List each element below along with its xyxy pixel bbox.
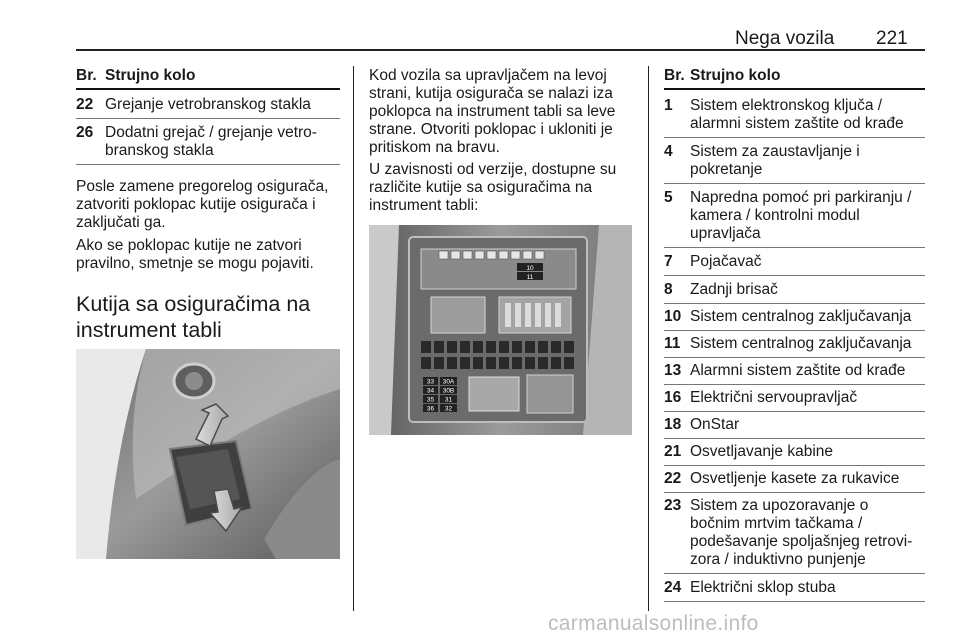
fuse-label: 35 — [426, 396, 435, 404]
row-number: 1 — [664, 97, 673, 114]
row-divider — [664, 330, 925, 331]
fuse-label: 11 — [526, 274, 534, 281]
col-header-number: Br. — [664, 67, 685, 84]
row-text-line: Alarmni sistem zaštite od krađe — [690, 362, 906, 379]
row-number: 4 — [664, 143, 673, 160]
paragraph-cover-warning — [76, 237, 314, 273]
row-divider — [664, 357, 925, 358]
row-divider — [76, 164, 340, 165]
photo-illustration — [76, 349, 340, 559]
row-divider — [664, 384, 925, 385]
row-text-line: Električni sklop stuba — [690, 579, 836, 596]
text-line: U zavisnosti od verzije, dostupne su — [369, 161, 617, 178]
row-divider — [664, 137, 925, 138]
row-text-line: zora / induktivno punjenje — [690, 551, 866, 568]
row-text-line: pokretanje — [690, 161, 763, 178]
fuse-box-illustration — [369, 225, 632, 435]
middle-column — [369, 67, 639, 612]
text-line: pravilno, smetnje se mogu pojaviti. — [76, 255, 314, 272]
row-text-line: OnStar — [690, 416, 740, 433]
row-number: 23 — [664, 497, 682, 514]
fuse-label: 33 — [426, 378, 435, 386]
photo-fuse-box — [369, 225, 632, 435]
col-header-circuit: Strujno kolo — [690, 67, 781, 84]
text-line: Kod vozila sa upravljačem na levoj — [369, 67, 607, 84]
row-number: 22 — [664, 470, 682, 487]
text-line: različite kutije sa osiguračima na — [369, 179, 593, 196]
row-text-line: Zadnji brisač — [690, 281, 778, 298]
row-divider — [664, 411, 925, 412]
col-header-number: Br. — [76, 67, 97, 84]
row-divider — [664, 438, 925, 439]
table-header-rule — [76, 88, 340, 90]
row-text-line: Sistem za upozoravanje o — [690, 497, 869, 514]
paragraph-fuse-replacement — [76, 178, 328, 232]
row-number: 26 — [76, 124, 94, 141]
row-text-line: upravljača — [690, 225, 761, 242]
row-number: 16 — [664, 389, 682, 406]
text-line: zaključati ga. — [76, 214, 166, 231]
row-text-line: kamera / kontrolni modul — [690, 207, 860, 224]
row-number: 5 — [664, 189, 673, 206]
fuse-label: 30B — [442, 387, 455, 395]
row-text-line: alarmni sistem zaštite od krađe — [690, 115, 904, 132]
fuse-label: 32 — [444, 405, 453, 413]
row-number: 13 — [664, 362, 682, 379]
row-number: 18 — [664, 416, 682, 433]
text-line: zatvoriti poklopac kutije osigurača i — [76, 196, 316, 213]
row-text-line: Električni servoupravljač — [690, 389, 858, 406]
row-text-line: Sistem centralnog zaključavanja — [690, 335, 912, 352]
row-divider — [76, 118, 340, 119]
text-line: strani, kutija osigurača se nalazi iza — [369, 85, 613, 102]
row-text-line: branskog stakla — [105, 142, 214, 159]
row-text: Grejanje vetrobranskog stakla — [105, 96, 311, 113]
column-divider-left — [353, 66, 354, 611]
row-text-line: Pojačavač — [690, 253, 762, 270]
row-divider — [664, 601, 925, 602]
row-divider — [664, 492, 925, 493]
paragraph-fusebox-location — [369, 67, 615, 157]
row-number: 10 — [664, 308, 682, 325]
fuse-label: 34 — [426, 387, 435, 395]
running-header-title: Nega vozila — [735, 28, 835, 49]
row-number: 8 — [664, 281, 673, 298]
text-line: pritiskom na bravu. — [369, 139, 500, 156]
row-text-line: Napredna pomoć pri parkiranju / — [690, 189, 912, 206]
text-line: strane. Otvoriti poklopac i ukloniti je — [369, 121, 613, 138]
row-text-line: Dodatni grejač / grejanje vetro- — [105, 124, 317, 141]
footer-watermark: carmanualsonline.info — [548, 612, 759, 635]
row-divider — [664, 247, 925, 248]
row-text-line: podešavanje spoljašnjeg retrovi- — [690, 533, 913, 550]
right-column — [664, 67, 926, 612]
row-number: 11 — [664, 335, 681, 352]
paragraph-versions — [369, 161, 616, 215]
row-text-line: bočnim mrtvim tačkama / — [690, 515, 863, 532]
text-line: instrument tabli: — [369, 197, 479, 214]
row-text-line: Sistem centralnog zaključavanja — [690, 308, 912, 325]
row-number: 24 — [664, 579, 682, 596]
table-header-rule — [664, 88, 925, 90]
text-line: poklopca na instrument tabli sa leve — [369, 103, 616, 120]
left-column — [76, 67, 341, 612]
text-line: Ako se poklopac kutije ne zatvori — [76, 237, 302, 254]
page-number: 221 — [876, 28, 908, 49]
section-title-line: instrument tabli — [76, 318, 222, 342]
row-divider — [664, 275, 925, 276]
row-text-line: Sistem za zaustavljanje i — [690, 143, 860, 160]
fuse-label: 31 — [444, 396, 453, 404]
row-number: 22 — [76, 96, 94, 113]
fuse-label: 10 — [526, 265, 534, 272]
row-number: 7 — [664, 253, 673, 270]
col-header-circuit: Strujno kolo — [105, 67, 196, 84]
header-rule — [76, 49, 925, 51]
section-title — [76, 291, 310, 343]
fuse-label: 36 — [426, 405, 435, 413]
row-text-line: Osvetljavanje kabine — [690, 443, 834, 460]
photo-fuse-cover-removal — [76, 349, 340, 559]
row-text-line: Osvetljenje kasete za rukavice — [690, 470, 900, 487]
row-divider — [664, 303, 925, 304]
fuse-label: 30A — [442, 378, 455, 386]
column-divider-right — [648, 66, 649, 611]
section-title-line: Kutija sa osiguračima na — [76, 292, 311, 316]
row-divider — [664, 573, 925, 574]
text-line: Posle zamene pregorelog osigurača, — [76, 178, 329, 195]
row-divider — [664, 183, 925, 184]
row-text-line: Sistem elektronskog ključa / — [690, 97, 883, 114]
row-number: 21 — [664, 443, 682, 460]
row-divider — [664, 465, 925, 466]
